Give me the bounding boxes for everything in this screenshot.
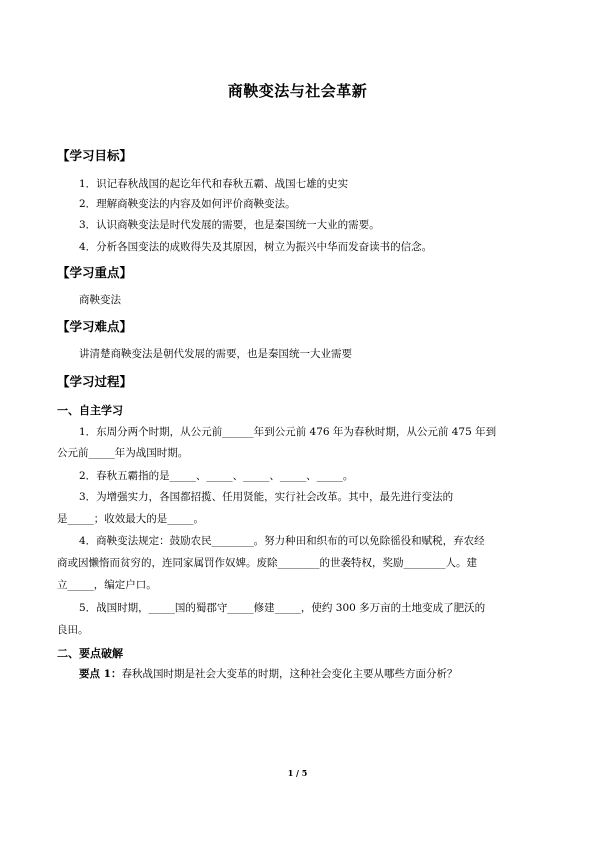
key-point-1	[79, 667, 457, 681]
self-study-line: 4．商鞅变法规定：鼓励农民________。努力种田和织布的可以免除徭役和赋税，弃农经	[79, 535, 485, 547]
page-title: 商鞅变法与社会革新	[227, 82, 368, 100]
section-heading-process: 【学习过程】	[57, 374, 133, 389]
section-heading-goals: 【学习目标】	[57, 148, 133, 163]
self-study-line: 1．东周分两个时期，从公元前______年到公元前 476 年为春秋时期，从公元前 475 年到	[79, 426, 497, 438]
self-study-line: 3．为增强实力，各国都招揽、任用贤能，实行社会改革。其中，最先进行变法的	[79, 491, 454, 503]
section-heading-key-points: 【学习重点】	[57, 265, 133, 280]
self-study-line: 良田。	[57, 624, 89, 636]
self-study-line: 2．春秋五霸指的是_____、_____、_____、_____、_____。	[79, 470, 354, 482]
difficulties-text: 讲清楚商鞅变法是朝代发展的需要，也是秦国统一大业需要	[79, 348, 352, 360]
self-study-line: 是_____；收效最大的是_____。	[57, 513, 204, 525]
page-number: 1 / 5	[287, 768, 308, 778]
self-study-line: 5．战国时期，_____国的蜀郡守_____修建_____，使约 300 多万亩的土地变成了肥沃的	[79, 602, 486, 614]
self-study-line: 商或因懒惰而贫穷的，连同家属罚作奴婢。废除________的世袭特权，奖励________人。建	[57, 557, 477, 569]
section-heading-difficulties: 【学习难点】	[57, 319, 133, 334]
self-study-line: 立_____，编定户口。	[57, 579, 157, 591]
self-study-line: 公元前_____年为战国时期。	[57, 447, 189, 459]
key-analysis-heading: 二、要点破解	[57, 647, 123, 660]
goal-item: 1．识记春秋战国的起讫年代和春秋五霸、战国七雄的史实	[79, 178, 349, 190]
key-point-text: 春秋战国时期是社会大变革的时期，这种社会变化主要从哪些方面分析？	[121, 668, 458, 680]
key-point-label: 要点 1：	[79, 668, 122, 680]
goal-item: 2．理解商鞅变法的内容及如何评价商鞅变法。	[79, 198, 296, 210]
goal-item: 3．认识商鞅变法是时代发展的需要，也是秦国统一大业的需要。	[79, 219, 380, 231]
self-study-heading: 一、自主学习	[57, 404, 123, 417]
goal-item: 4．分析各国变法的成败得失及其原因，树立为振兴中华而发奋读书的信念。	[79, 241, 433, 253]
key-points-text: 商鞅变法	[79, 294, 121, 306]
